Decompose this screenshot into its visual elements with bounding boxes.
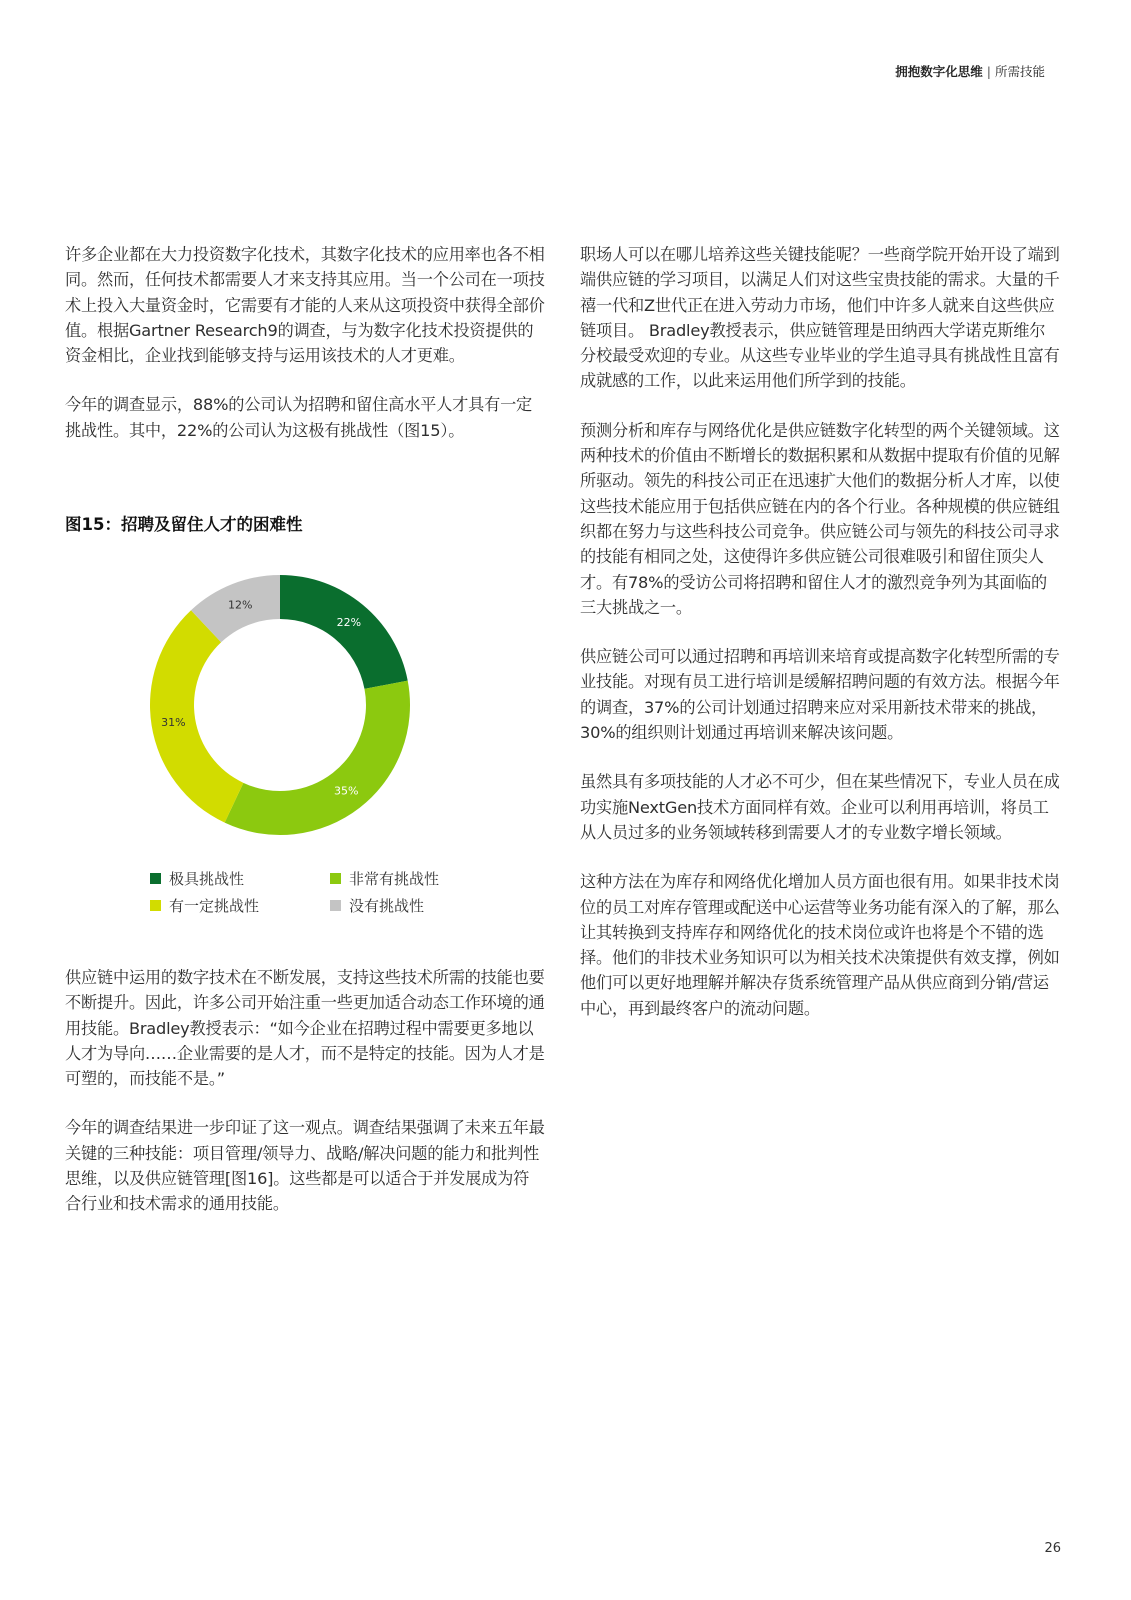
legend-swatch xyxy=(150,900,161,911)
header-subsection: 所需技能 xyxy=(994,64,1045,79)
paragraph: 今年的调查结果进一步印证了这一观点。调查结果强调了未来五年最关键的三种技能：项目管理/领导力、战略/解决问题的能力和批判性思维，以及供应链管理[图16]。这些都是可以适合于并发展成为符合行业和技术需求的通用技能。 xyxy=(65,1118,545,1214)
legend-label: 有一定挑战性 xyxy=(169,897,260,915)
paragraph: 这种方法在为库存和网络优化增加人员方面也很有用。如果非技术岗位的员工对库存管理或配送中心运营等业务功能有深入的了解，那么让其转换到支持库存和网络优化的技术岗位或许也将是个不错的选择。他们的非技术业务知识可以为相关技术决策提供有效支撑，例如他们可以更好地理解并解决存货系统管理产品从供应商到分销/营运中心，再到最终客户的流动问题。 xyxy=(580,872,1060,1018)
page-number: 26 xyxy=(1044,1541,1061,1556)
legend-item xyxy=(330,895,480,916)
donut-slice xyxy=(225,681,410,835)
legend-item xyxy=(330,868,480,889)
chart-legend xyxy=(150,868,480,916)
running-header xyxy=(895,62,1045,80)
legend-swatch xyxy=(330,873,341,884)
paragraph: 供应链中运用的数字技术在不断发展，支持这些技术所需的技能也要不断提升。因此，许多公司开始注重一些更加适合动态工作环境的通用技能。Bradley教授表示：“如今企业在招聘过程中需要更多地以人才为导向……企业需要的是人才，而不是特定的技能。因为人才是可塑的，而技能不是。” xyxy=(65,968,545,1089)
legend-label: 没有挑战性 xyxy=(349,897,425,915)
slice-label: 12% xyxy=(228,598,253,612)
donut-chart xyxy=(140,565,420,845)
slice-label: 35% xyxy=(333,784,359,798)
left-column-top xyxy=(65,242,545,467)
legend-label: 非常有挑战性 xyxy=(349,870,440,888)
donut-slice xyxy=(280,575,408,689)
header-section: 拥抱数字化思维 xyxy=(895,64,983,79)
paragraph: 虽然具有多项技能的人才必不可少，但在某些情况下，专业人员在成功实施NextGen技术方面同样有效。企业可以利用再培训，将员工从人员过多的业务领域转移到需要人才的专业数字增长领域。 xyxy=(580,772,1060,842)
paragraph: 职场人可以在哪儿培养这些关键技能呢？一些商学院开始开设了端到端供应链的学习项目，以满足人们对这些宝贵技能的需求。大量的千禧一代和Z世代正在进入劳动力市场，他们中许多人就来自这些供应链项目。 Bradley教授表示，供应链管理是田纳西大学诺克斯维尔分校最受欢迎的专业。从这些专业毕业的学生追寻具有挑战性且富有成就感的工作，以此来运用他们所学到的技能。 xyxy=(580,245,1060,391)
right-column xyxy=(580,242,1060,1045)
legend-item xyxy=(150,868,330,889)
figure-title: 图15：招聘及留住人才的困难性 xyxy=(65,515,303,534)
left-column-bottom xyxy=(65,965,545,1241)
slice-label: 31% xyxy=(161,715,186,729)
paragraph: 今年的调查显示，88%的公司认为招聘和留住高水平人才具有一定挑战性。其中，22%的公司认为这极有挑战性（图15）。 xyxy=(65,395,533,440)
legend-swatch xyxy=(150,873,161,884)
paragraph: 预测分析和库存与网络优化是供应链数字化转型的两个关键领域。这两种技术的价值由不断增长的数据积累和从数据中提取有价值的见解所驱动。领先的科技公司正在迅速扩大他们的数据分析人才库，以使这些技术能应用于包括供应链在内的各个行业。各种规模的供应链组织都在努力与这些科技公司竞争。供应链公司与领先的科技公司寻求的技能有相同之处，这使得许多供应链公司很难吸引和留住顶尖人才。有78%的受访公司将招聘和留住人才的激烈竞争列为其面临的三大挑战之一。 xyxy=(580,420,1060,617)
header-separator: | xyxy=(986,64,991,79)
legend-label: 极具挑战性 xyxy=(169,870,245,888)
slice-label: 22% xyxy=(336,615,362,629)
legend-swatch xyxy=(330,900,341,911)
paragraph: 许多企业都在大力投资数字化技术，其数字化技术的应用率也各不相同。然而，任何技术都需要人才来支持其应用。当一个公司在一项技术上投入大量资金时，它需要有才能的人来从这项投资中获得全部价值。根据Gartner Research9的调查，与为数字化技术投资提供的资金相比，企业找到能够支持与运用该技术的人才更难。 xyxy=(65,245,545,366)
legend-item xyxy=(150,895,330,916)
paragraph: 供应链公司可以通过招聘和再培训来培育或提高数字化转型所需的专业技能。对现有员工进行培训是缓解招聘问题的有效方法。根据今年的调查，37%的公司计划通过招聘来应对采用新技术带来的挑战，30%的组织则计划通过再培训来解决该问题。 xyxy=(580,647,1060,743)
